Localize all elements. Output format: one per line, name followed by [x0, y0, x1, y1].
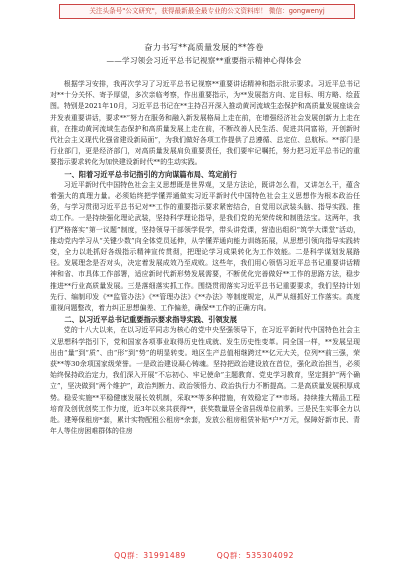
section-heading-1: 一、阳着习近平总书记指引的方向谋篇布局、笃定前行: [64, 169, 237, 179]
promo-banner: 关注头条号"公文研究"，获得最新最全最专业的公文资料库！ 微信：gongwenyj: [59, 4, 355, 19]
qq-group-1: QQ群：31991489: [114, 551, 186, 560]
section-heading-2: 二、以习近平总书记重要指示要求指导实践、引领发展: [64, 315, 237, 325]
paragraph-intro: 根据学习安排，我再次学习了习近平总书记视察**重要讲话精神和指示批示要求。习近平总书记对**十分关怀、寄予厚望，多次亲临考察，作出重要指示，为**发展指方向、定目标、明方略、绘蓝图。特别是2021年10月，习近平总书记在**主持召开深入推动黄河流域生态保护和高质量发展座谈会并发表重要讲话，要求**“努力在服务和融入新发展格局上走在前，在增强经济社会发展创新力上走在前，在推动黄河流域生态保护和高质量发展上走在前，不断改善人民生活、促进共同富裕，开创新时代社会主义现代化强省建设新局面”，为我们做好各项工作提供了总遵循、总定位、总航标。**部门是行业部门，更是经济部门，对高质量发展肩负重要责任，我们要牢记嘱托，努力把习近平总书记的重要指示要求转化为加快建设新时代**的生动实践。: [50, 80, 360, 167]
document-title: 奋力书写**高质量发展的**答卷: [144, 42, 264, 52]
qq-group-2: QQ群：535304092: [216, 551, 294, 560]
paragraph-section-1: 习近平新时代中国特色社会主义思想既是世界观，又是方法论，既讲怎么看，又讲怎么干，蕴含着强大的真理力量。必须始终把学懂弄通做实习近平新时代中国特色社会主义思想作为根本政治任务，与学习贯彻习近平总书记对**工作的重要指示要求紧密结合，自觉用以武装头脑、指导实践、推动工作。一是持续强化理论武装，坚持科学理论指导，是我们党的光荣传统和制胜法宝。这两年，我们严格落实“第一议题”制度，坚持领导干部领学促学，带头讲党课，营造出组织“筑学大课堂”活动，推动党内学习从“关键少数”向全体党员延伸，从学懂弄通向能力训练拓展，从思想引领向指导实践转变，全力以赴抓好各级指示精神宣传贯彻，把理论学习成果转化为工作效能。二是科学谋划发展路径。发展理念是否对头，决定着发展成效乃至成败。这些年，我们用心领悟习近平总书记重要讲话精神和省、市具体工作部署，适应新时代新形势发展需要，不断优化完善做好**工作的思路方法，稳步推进**行业高质量发展。三是落细落实抓工作。围绕贯彻落实习近平总书记重要要求，我们坚持计划先行、编制印发《**监管办法》《**管理办法》《**办法》等制度规定，从严从细抓好工作落实。高度重视问题整改，着力纠正思想偏差、工作偏差，确保**工作的正确方向。: [50, 180, 360, 313]
paragraph-section-2: 党的十八大以来，在以习近平同志为核心的党中央坚强领导下，在习近平新时代中国特色社会主义思想科学指引下，党和国家各项事业取得历史性成就、发生历史性变革。同全国一样，**发展呈现出由“量”到“质”、由“形”到“势”的明显转变。地区生产总值相继跨过**亿元大关，位列**前三强，荣获**等30余项国家级荣誉。一是政治建设凝心铸魂。坚持把政治建设放在首位，强化政治担当，必须始终保持政治定力，我们深入开展“不忘初心、牢记使命”主题教育、党史学习教育，坚定拥护“两个确立”，坚决做到“两个维护”，政治判断力、政治领悟力、政治执行力不断提高。二是高质量发展积厚成势。稳妥实施**平稳健康发展长效机制，采取**等多种措施，有效稳定了**市场。持续推大精品工程培育及创优创奖工作力度，近3年以来共获得**，获奖数量居全省县级单位前茅。三是民生实事全力以赴。建筹保租房*套，累计实物配租公租房*余套，发放公租房租赁补贴*户*万元，保障好新市民、青年人等住房困难群体的住房: [50, 326, 360, 436]
footer-contact: [0, 550, 408, 561]
document-body: [50, 79, 360, 547]
document-subtitle: ——学习领会习近平总书记视察**重要指示精神心得体会: [106, 56, 302, 65]
